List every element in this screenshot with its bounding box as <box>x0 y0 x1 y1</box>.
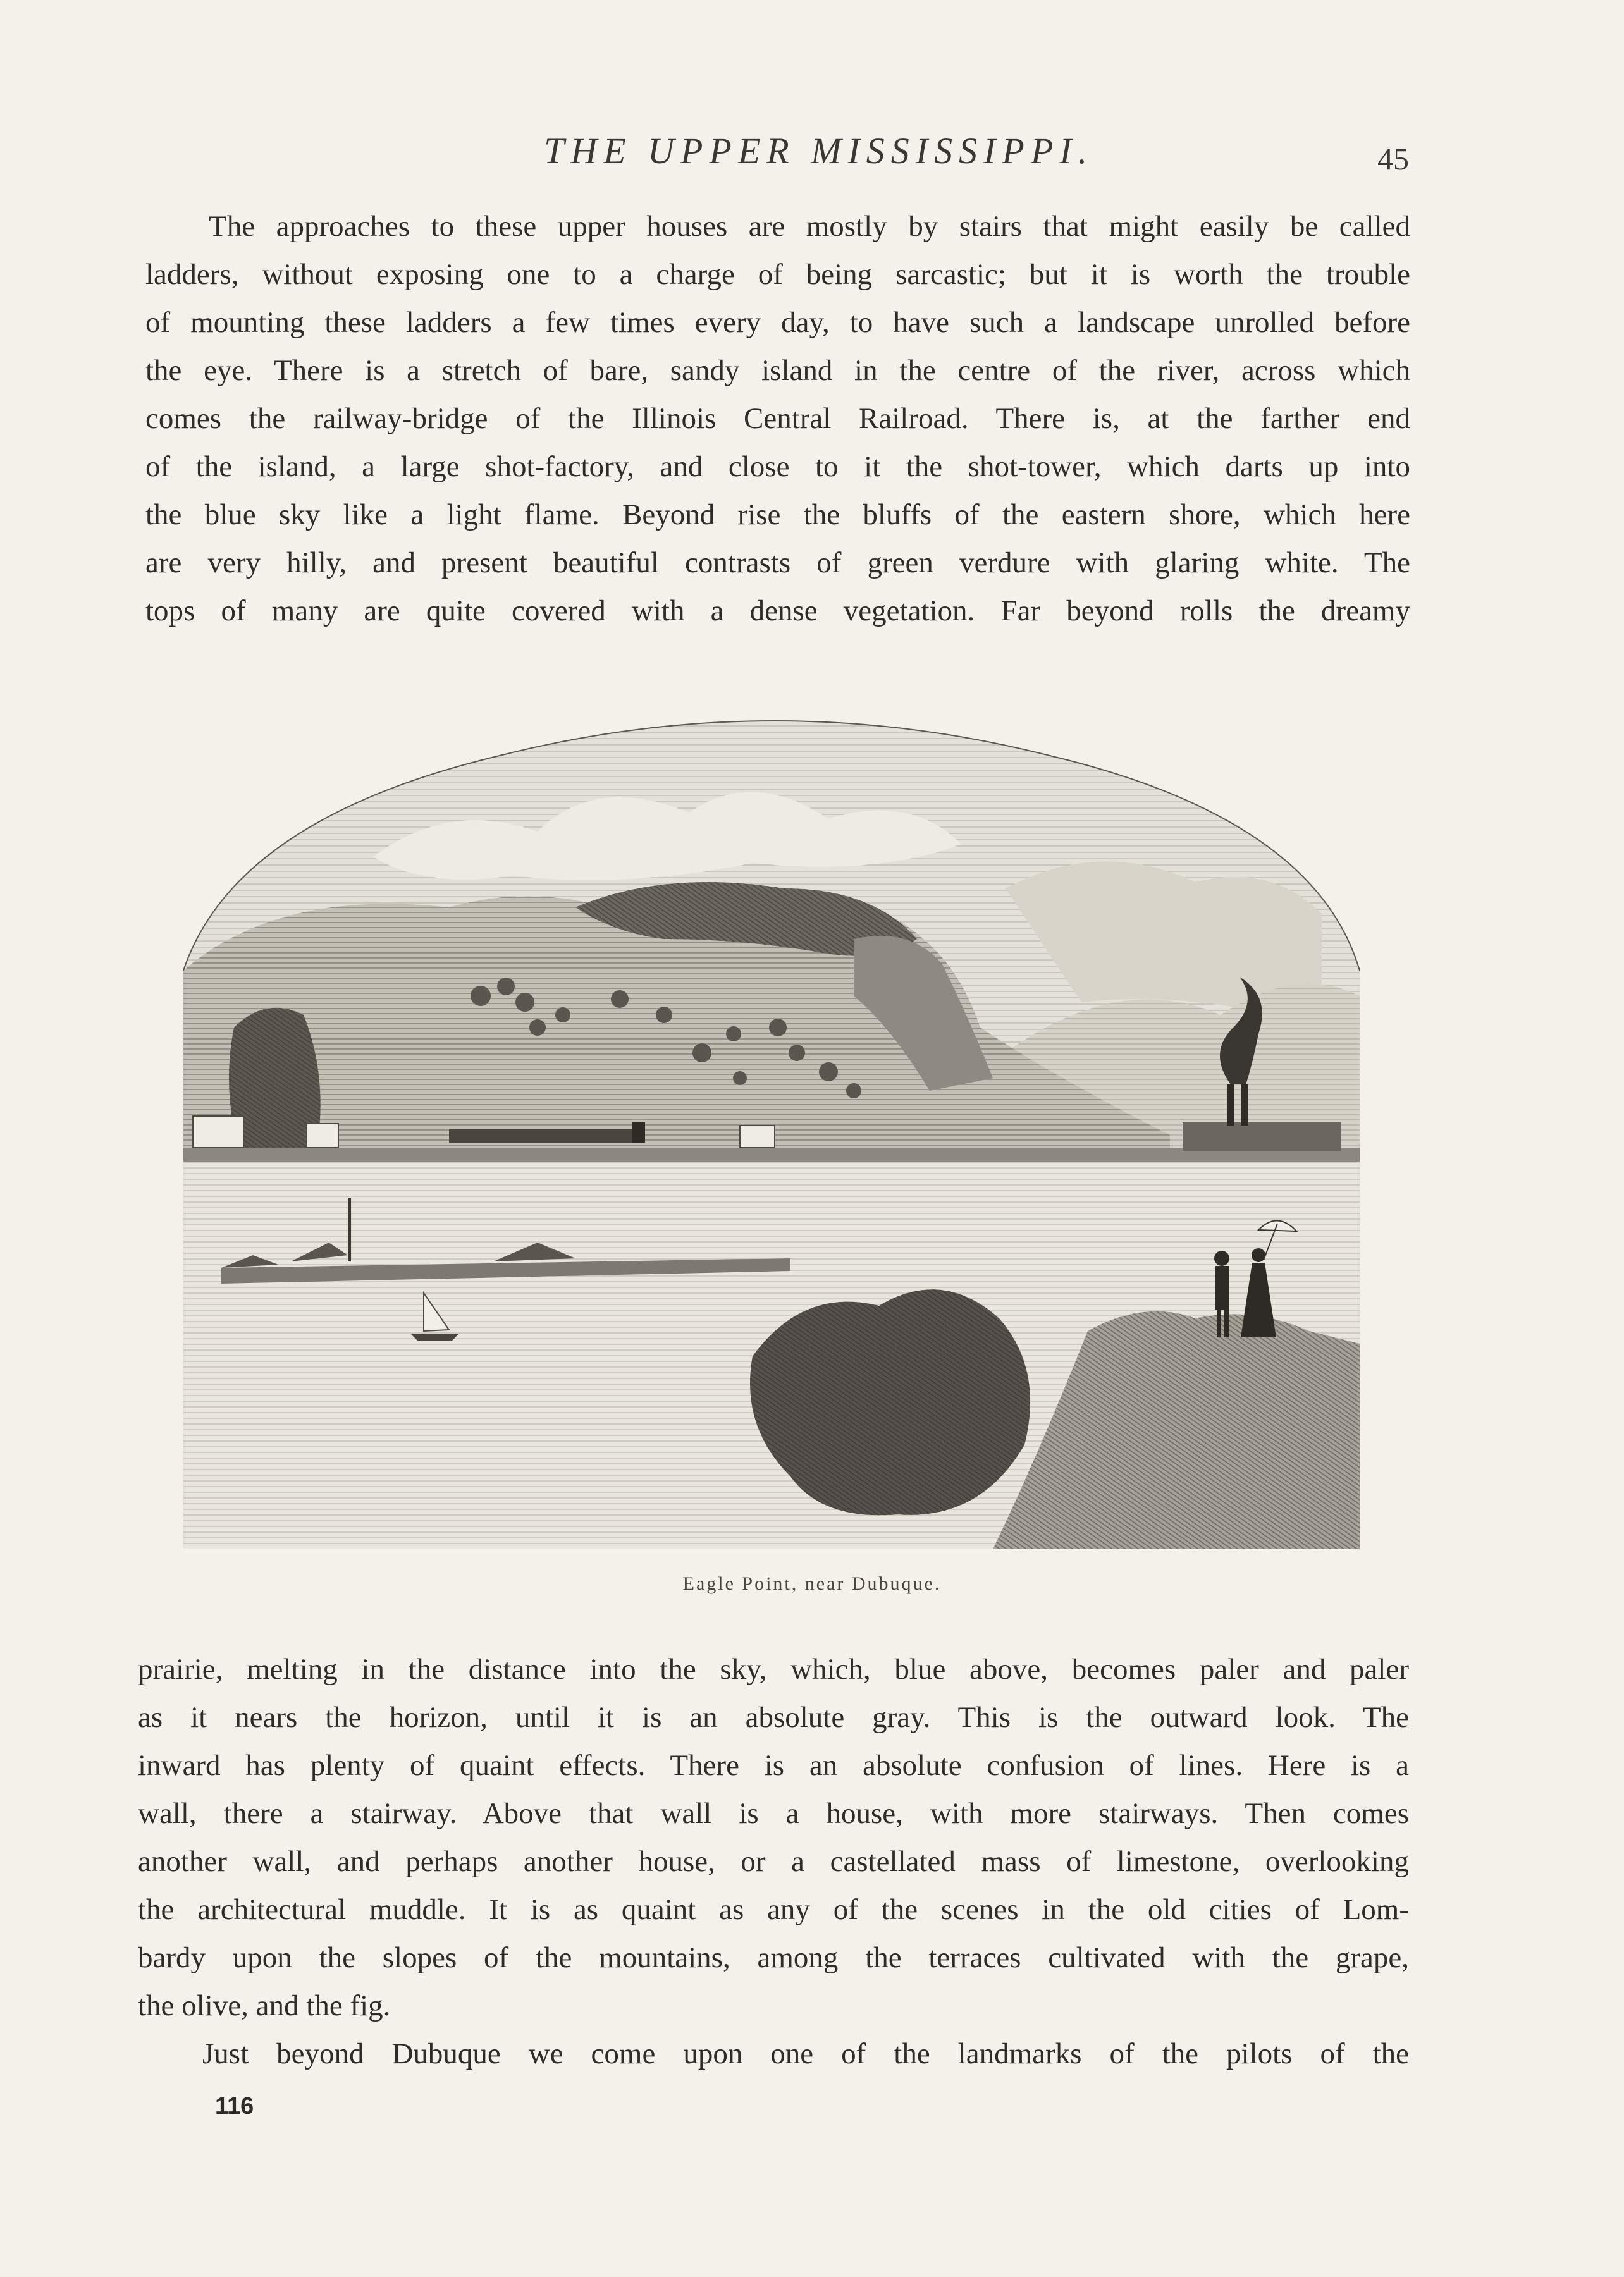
text-line: ladders, without exposing one to a charge of being sarcastic; but it is worth the trouble <box>145 258 1410 291</box>
text-line: the olive, and the fig. <box>138 1989 391 2022</box>
text-line: as it nears the horizon, until it is an absolute gray. This is the outward look. The <box>138 1701 1409 1734</box>
engraving-illustration <box>183 699 1366 1549</box>
text-line: bardy upon the slopes of the mountains, among the terraces cultivated with the grape, <box>138 1941 1409 1974</box>
text-line: The approaches to these upper houses are mostly by stairs that might easily be called <box>209 210 1410 243</box>
text-line: tops of many are quite covered with a dense vegetation. Far beyond rolls the dreamy <box>145 594 1410 627</box>
text-line: the blue sky like a light flame. Beyond rise the bluffs of the eastern shore, which here <box>145 498 1410 531</box>
text-line: comes the railway-bridge of the Illinois Central Railroad. There is, at the farther end <box>145 402 1410 435</box>
text-line: inward has plenty of quaint effects. There is an absolute confusion of lines. Here is a <box>138 1749 1409 1782</box>
text-line: the eye. There is a stretch of bare, sandy island in the centre of the river, across which <box>145 354 1410 387</box>
text-line: of the island, a large shot-factory, and close to it the shot-tower, which darts up into <box>145 450 1410 483</box>
running-title: THE UPPER MISSISSIPPI. <box>544 130 1094 171</box>
signature-mark: 116 <box>215 2093 254 2120</box>
text-line: another wall, and perhaps another house, or a castellated mass of limestone, overlooking <box>138 1845 1409 1878</box>
text-line: Just beyond Dubuque we come upon one of the landmarks of the pilots of the <box>202 2037 1409 2070</box>
figure-caption: Eagle Point, near Dubuque. <box>682 1573 942 1594</box>
page-number: 45 <box>1377 141 1409 176</box>
text-line: prairie, melting in the distance into the sky, which, blue above, becomes paler and paler <box>138 1653 1409 1686</box>
text-line: are very hilly, and present beautiful contrasts of green verdure with glaring white. The <box>145 546 1410 579</box>
text-line: of mounting these ladders a few times every day, to have such a landscape unrolled before <box>145 306 1410 339</box>
text-line: the architectural muddle. It is as quaint as any of the scenes in the old cities of Lom- <box>138 1893 1409 1926</box>
text-line: wall, there a stairway. Above that wall is a house, with more stairways. Then comes <box>138 1797 1409 1830</box>
